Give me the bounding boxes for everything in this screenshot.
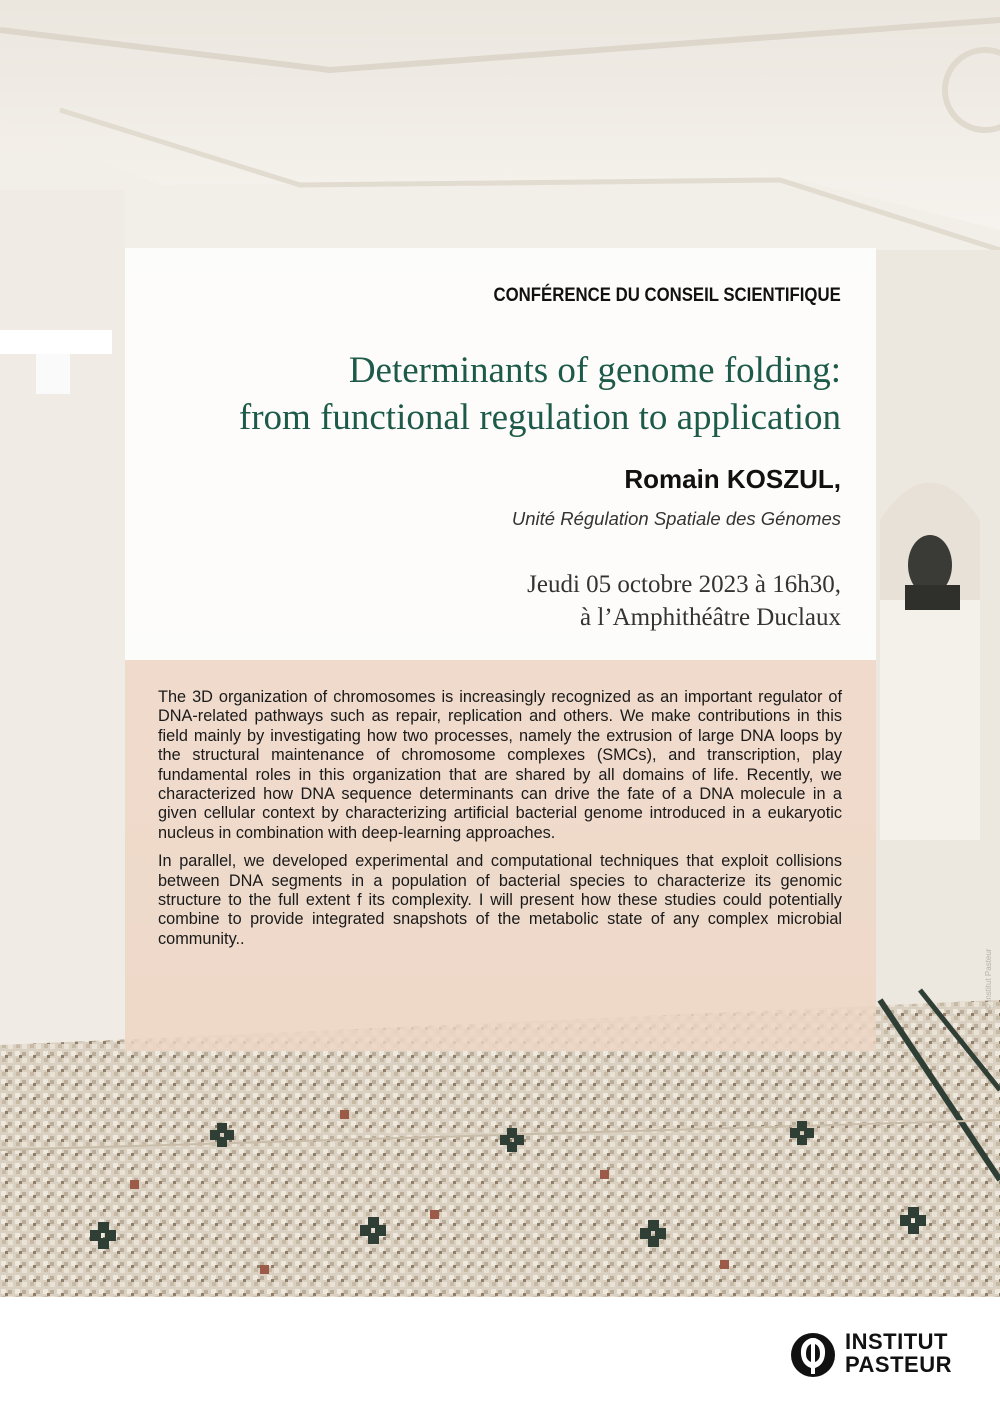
talk-title-line-2: from functional regulation to application <box>238 397 841 438</box>
talk-title-line-1: Determinants of genome folding: <box>348 350 841 391</box>
abstract-paragraph-1: The 3D organization of chromosomes is increasingly recognized as an important regulator of DNA-related pathways such as repair, replication and others. We make contributions in this field mainly by investigating how two processes, namely the extrusion of large DNA loops by the structural maintenance of chromosome complexes (SMCs), and transcription, play fundamental roles in this organization that are shared by all domains of life. Recently, we characterized how DNA sequence determinants can drive the fate of a DNA molecule in a given cellular context by characterizing artificial bacterial genome introduced in a eukaryotic nucleus in combination with deep-learning approaches. <box>158 688 842 842</box>
event-date: Jeudi 05 octobre 2023 à 16h30, <box>527 571 841 598</box>
speaker-unit: Unité Régulation Spatiale des Génomes <box>511 508 841 529</box>
abstract-text <box>158 688 842 958</box>
institut-pasteur-logo-icon <box>790 1332 836 1378</box>
abstract-paragraph-2: In parallel, we developed experimental and computational techniques that exploit collisions between DNA segments in a population of bacterial species to characterize its genomic structure to the full extent f its complexity. I will present how these studies could potentially combine to provide integrated snapshots of the metabolic state of any complex microbial community.. <box>158 852 842 948</box>
logo-line-2: PASTEUR <box>845 1352 952 1377</box>
event-place: à l’Amphithéâtre Duclaux <box>579 604 841 631</box>
speaker-name: Romain KOSZUL, <box>624 464 841 494</box>
logo-line-1: INSTITUT <box>845 1329 948 1354</box>
event-details <box>341 568 841 634</box>
photo-credit: © Institut Pasteur <box>984 948 993 1010</box>
institut-pasteur-logo <box>790 1330 970 1382</box>
conference-overline: CONFÉRENCE DU CONSEIL SCIENTIFIQUE <box>493 284 841 306</box>
logo-wordmark <box>845 1330 952 1376</box>
talk-title <box>141 347 841 441</box>
